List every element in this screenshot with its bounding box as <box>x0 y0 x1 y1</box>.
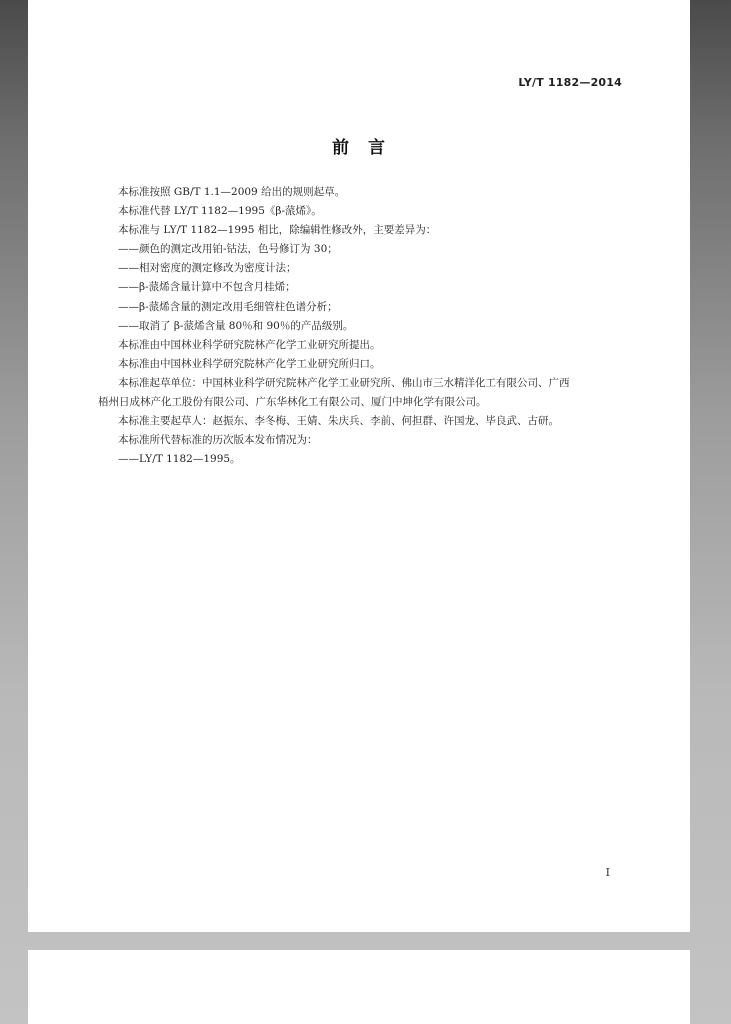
list-item: ——相对密度的测定修改为密度计法； <box>118 262 297 275</box>
foreword-body <box>98 183 630 469</box>
paragraph: 本标准按照 GB/T 1.1—2009 给出的规则起草。 <box>118 186 346 198</box>
paragraph: 本标准由中国林业科学研究院林产化学工业研究所提出。 <box>118 338 381 351</box>
paragraph: 本标准与 LY/T 1182—1995 相比，除编辑性修改外，主要差异为： <box>118 224 437 237</box>
paragraph: 本标准所代替标准的历次版本发布情况为： <box>118 434 318 447</box>
page-number: I <box>605 866 610 879</box>
page-title: 前 言 <box>332 138 386 158</box>
standard-code: LY/T 1182—2014 <box>518 76 622 89</box>
next-page <box>28 950 690 1024</box>
paragraph: 本标准代替 LY/T 1182—1995《β-蒎烯》。 <box>118 205 322 218</box>
list-item: ——β-蒎烯含量的测定改用毛细管柱色谱分析； <box>118 300 338 313</box>
list-item: ——LY/T 1182—1995。 <box>118 453 241 466</box>
paragraph: 本标准起草单位：中国林业科学研究院林产化学工业研究所、佛山市三水精洋化工有限公司、广西 <box>118 376 570 389</box>
list-item: ——β-蒎烯含量计算中不包含月桂烯； <box>118 281 296 294</box>
paragraph: 本标准主要起草人：赵振东、李冬梅、王婧、朱庆兵、李前、何担群、许国龙、毕良武、古研。 <box>118 415 559 428</box>
list-item: ——取消了 β-蒎烯含量 80％和 90％的产品级别。 <box>118 319 354 332</box>
list-item: ——颜色的测定改用铂-钴法，色号修订为 30； <box>118 243 338 256</box>
paragraph-continuation: 梧州日成林产化工股份有限公司、广东华林化工有限公司、厦门中坤化学有限公司。 <box>98 396 487 409</box>
paragraph: 本标准由中国林业科学研究院林产化学工业研究所归口。 <box>118 357 381 370</box>
document-page <box>28 0 690 932</box>
